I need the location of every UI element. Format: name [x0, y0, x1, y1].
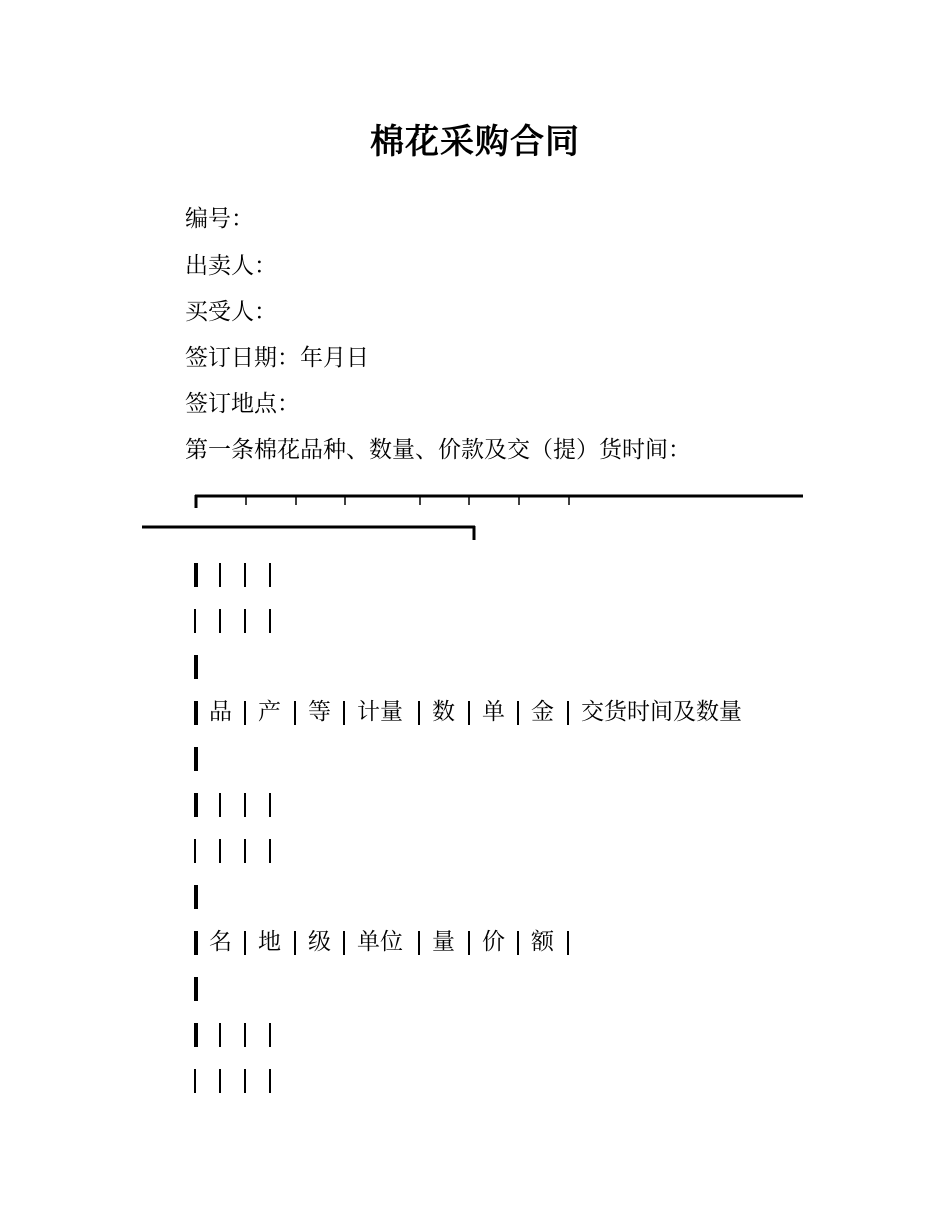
table-border — [244, 609, 246, 633]
table-border — [418, 701, 420, 725]
table-border — [219, 563, 221, 587]
table-border — [269, 839, 271, 863]
table-header-cell: 品 — [209, 699, 232, 725]
table-border — [194, 931, 198, 955]
table-header-cell: 产 — [258, 699, 281, 725]
table-header-cell: 数 — [432, 699, 455, 725]
table-border — [194, 747, 198, 771]
table-border — [269, 793, 271, 817]
seller-field-label: 出卖人： — [185, 253, 277, 279]
table-border — [244, 563, 246, 587]
table-border — [219, 793, 221, 817]
sign-place-field-label: 签订地点： — [185, 391, 300, 417]
table-border — [219, 839, 221, 863]
table-border — [468, 701, 470, 725]
table-border — [294, 931, 296, 955]
buyer-field-label: 买受人： — [185, 299, 277, 325]
table-border — [244, 1069, 246, 1093]
table-border — [269, 609, 271, 633]
table-border — [244, 1023, 246, 1047]
table-border — [194, 655, 198, 679]
table-header-cell: 单 — [482, 699, 505, 725]
table-border — [468, 931, 470, 955]
number-field-label: 编号： — [185, 206, 254, 232]
article-1-heading: 第一条棉花品种、数量、价款及交（提）货时间： — [185, 437, 691, 463]
table-border — [194, 609, 196, 633]
table-border — [244, 793, 246, 817]
table-border — [219, 1023, 221, 1047]
table-border — [244, 931, 246, 955]
table-border — [418, 931, 420, 955]
table-border — [194, 1069, 196, 1093]
table-border — [343, 701, 345, 725]
table-border — [219, 609, 221, 633]
table-header-cell: 名 — [209, 929, 232, 955]
table-border — [343, 931, 345, 955]
table-header-cell: 地 — [258, 929, 281, 955]
table-border — [567, 931, 569, 955]
table-header-cell: 交货时间及数量 — [581, 699, 742, 725]
table-header-cell: 计量 — [357, 699, 403, 725]
table-border — [244, 701, 246, 725]
sign-date-field-label: 签订日期：年月日 — [185, 345, 369, 371]
table-header-cell: 金 — [531, 699, 554, 725]
table-border — [194, 885, 198, 909]
table-header-cell: 单位 — [357, 929, 403, 955]
table-border — [517, 931, 519, 955]
table-border — [567, 701, 569, 725]
table-border — [517, 701, 519, 725]
table-border — [269, 1069, 271, 1093]
table-header-cell: 额 — [531, 929, 554, 955]
table-border — [194, 1023, 198, 1047]
table-border — [219, 1069, 221, 1093]
table-header-cell: 等 — [308, 699, 331, 725]
table-border — [194, 563, 198, 587]
table-border — [194, 793, 198, 817]
table-border — [194, 839, 196, 863]
table-border — [244, 839, 246, 863]
table-header-cell: 量 — [432, 929, 455, 955]
table-border — [269, 563, 271, 587]
table-header-cell: 级 — [308, 929, 331, 955]
table-border — [194, 977, 198, 1001]
table-border — [194, 701, 198, 725]
page-title: 棉花采购合同 — [370, 122, 580, 162]
table-border — [269, 1023, 271, 1047]
table-border — [294, 701, 296, 725]
table-header-cell: 价 — [482, 929, 505, 955]
